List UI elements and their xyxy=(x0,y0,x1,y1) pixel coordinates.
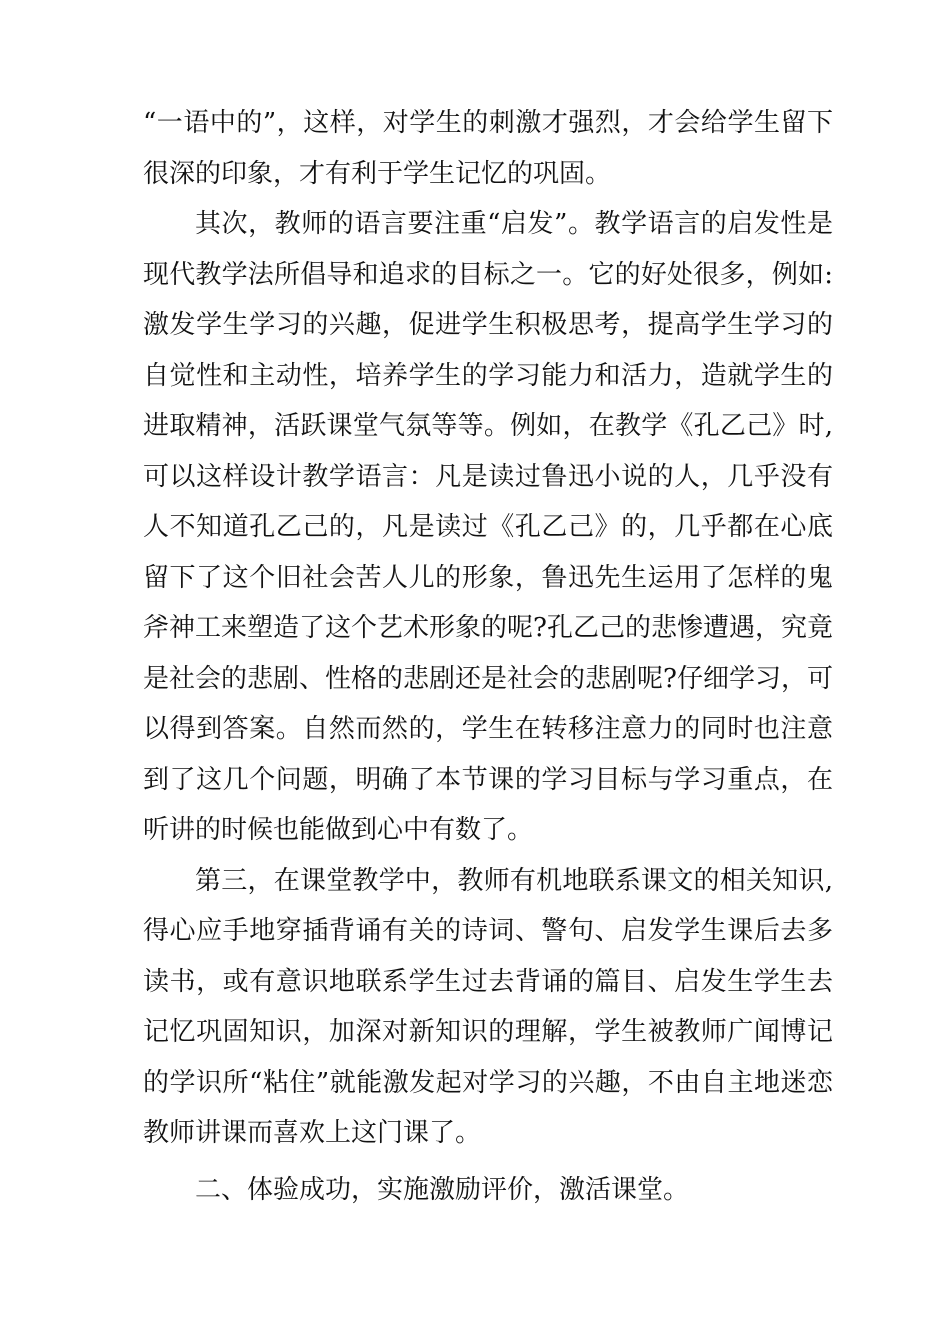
paragraph-second-point: 其次，教师的语言要注重“启发”。教学语言的启发性是现代教学法所倡导和追求的目标之一。它的好处很多，例如:激发学生学习的兴趣，促进学生积极思考，提高学生学习的自觉性和主动性，培养学生的学习能力和活力，造就学生的进取精神，活跃课堂气氛等等。例如，在教学《孔乙己》时,可以这样设计教学语言：凡是读过鲁迅小说的人，几乎没有人不知道孔乙己的，凡是读过《孔乙己》的，几乎都在心底留下了这个旧社会苦人儿的形象，鲁迅先生运用了怎样的鬼斧神工来塑造了这个艺术形象的呢?孔乙己的悲惨遭遇，究竟是社会的悲剧、性格的悲剧还是社会的悲剧呢?仔细学习，可以得到答案。自然而然的，学生在转移注意力的同时也注意到了这几个问题，明确了本节课的学习目标与学习重点，在听讲的时候也能做到心中有数了。 xyxy=(143,209,833,845)
document-body xyxy=(143,98,833,1215)
section-heading-two: 二、体验成功，实施激励评价，激活课堂。 xyxy=(195,1174,690,1205)
paragraph-third-point: 第三，在课堂教学中，教师有机地联系课文的相关知识,得心应手地穿插背诵有关的诗词、警句、启发学生课后去多读书，或有意识地联系学生过去背诵的篇目、启发生学生去记忆巩固知识，加深对新知识的理解，学生被教师广闻博记的学识所“粘住”就能激发起对学习的兴趣，不由自主地迷恋教师讲课而喜欢上这门课了。 xyxy=(143,865,833,1148)
paragraph-continuation: “一语中的”，这样，对学生的刺激才强烈，才会给学生留下很深的印象，才有利于学生记忆的巩固。 xyxy=(143,108,833,189)
